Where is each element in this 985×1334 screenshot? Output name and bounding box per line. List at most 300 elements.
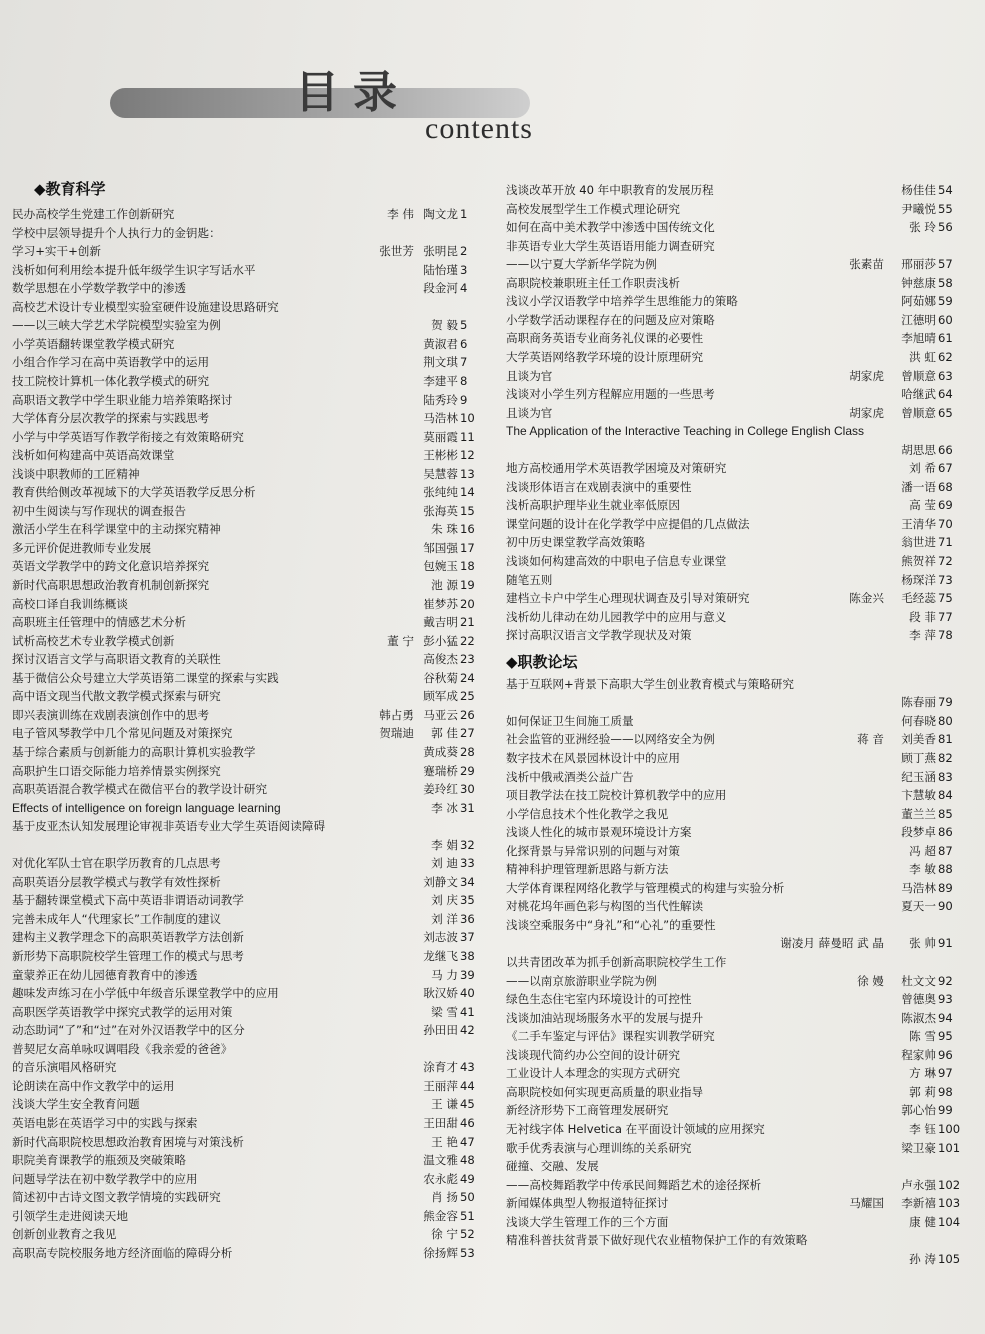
- entry-author: 王田甜: [423, 1115, 458, 1130]
- toc-entry: [12, 1133, 478, 1151]
- entry-page: 84: [938, 788, 953, 803]
- toc-entry: [12, 966, 478, 984]
- entry-author: 龙继飞: [423, 949, 458, 963]
- entry-title: 英语文学教学中的跨文化意识培养探究: [12, 559, 210, 574]
- entry-author: 刘静文: [423, 874, 458, 889]
- entry-author: 曾顺意: [901, 368, 936, 383]
- entry-title: 民办高校学生党建工作创新研究: [12, 207, 175, 221]
- entry-coauthor: 胡家虎: [849, 405, 884, 420]
- entry-author: 毛经蕊: [901, 591, 936, 606]
- toc-entry: [12, 613, 478, 631]
- toc-entry: [506, 200, 956, 218]
- toc-entry: [506, 589, 956, 607]
- entry-page: 90: [938, 899, 953, 914]
- entry-author: 邹国强: [423, 540, 458, 555]
- toc-entry: [12, 632, 478, 650]
- toc-entry: [12, 1151, 478, 1169]
- entry-page: 30: [460, 782, 475, 797]
- entry-coauthor: 徐 嫚: [857, 973, 884, 988]
- entry-page: 102: [938, 1177, 961, 1192]
- entry-page: 63: [938, 368, 953, 383]
- entry-author: 段金河: [423, 281, 458, 296]
- entry-author: 涂育才: [423, 1060, 458, 1075]
- toc-entry: [12, 891, 478, 909]
- entry-author: 哈继武: [901, 387, 936, 402]
- toc-entry: [12, 483, 478, 501]
- entry-title: 无衬线字体 Helvetica 在平面设计领域的应用探究: [506, 1121, 765, 1136]
- page-title: 目录: [295, 67, 411, 118]
- toc-entry: [506, 1250, 961, 1268]
- toc-entry: [12, 595, 478, 613]
- entry-title: 高职语文教学中学生职业能力培养策略探讨: [12, 392, 233, 407]
- entry-title: 多元评价促进教师专业发展: [12, 540, 152, 555]
- entry-page: 39: [460, 967, 475, 982]
- entry-page: 40: [460, 986, 475, 1001]
- entry-author: 江德明: [901, 312, 936, 327]
- entry-title: 浅谈如何构建高效的中职电子信息专业课堂: [506, 554, 727, 568]
- entry-title: 小学信息技术个性化教学之我见: [506, 806, 669, 821]
- entry-page: 60: [938, 312, 953, 327]
- entry-title: 浅析如何构建高中英语高效课堂: [12, 448, 175, 463]
- toc-entry: [506, 953, 956, 971]
- entry-title: 数字技术在风景园林设计中的应用: [506, 750, 680, 765]
- entry-author: 高 莹: [909, 498, 936, 513]
- entry-title: 高职院校兼职班主任工作职责浅析: [506, 275, 680, 290]
- entry-title: 浅谈空乘服务中“身礼”和“心礼”的重要性: [506, 917, 716, 932]
- entry-page: 29: [460, 763, 475, 778]
- entry-page: 57: [938, 257, 953, 272]
- entry-author: 杜文文: [901, 973, 936, 988]
- entry-author: 翁世进: [901, 535, 936, 550]
- entry-author: 李建平: [423, 373, 458, 388]
- entry-coauthor: 董 宁: [387, 633, 414, 648]
- toc-entry: [12, 446, 478, 464]
- entry-title: 浅析如何利用绘本提升低年级学生识字写话水平: [12, 262, 256, 277]
- toc-entry: [506, 1231, 956, 1249]
- entry-title: ——以三峡大学艺术学院模型实验室为例: [12, 318, 221, 333]
- toc-entry: [12, 928, 478, 946]
- entry-author: 冯 超: [909, 843, 936, 858]
- entry-coauthor: 张素苗: [849, 257, 884, 272]
- toc-entry: [12, 298, 478, 316]
- entry-title: The Application of the Interactive Teaching in College English Class: [506, 424, 864, 439]
- toc-entry: [506, 805, 956, 823]
- entry-page: 9: [460, 392, 468, 407]
- toc-entry: [506, 218, 956, 236]
- entry-title: 高职商务英语专业商务礼仪课的必要性: [506, 331, 704, 346]
- toc-entry: [506, 237, 956, 255]
- entry-page: 18: [460, 559, 475, 574]
- entry-page: 45: [460, 1097, 475, 1112]
- entry-author: 张纯纯: [423, 485, 458, 500]
- toc-entry: [506, 1194, 961, 1212]
- entry-title: 动态助词“了”和“过”在对外汉语教学中的区分: [12, 1023, 245, 1038]
- entry-page: 64: [938, 387, 953, 402]
- toc-entry: [12, 409, 478, 427]
- toc-entry: [506, 441, 956, 459]
- entry-author: 朱 珠: [431, 522, 458, 537]
- toc-entry: [506, 693, 956, 711]
- entry-author: 尹曦悦: [901, 201, 936, 216]
- entry-title: 趣味发声练习在小学低中年级音乐课堂教学中的应用: [12, 986, 279, 1001]
- entry-author: 戴吉明: [423, 615, 458, 630]
- entry-page: 66: [938, 442, 953, 457]
- entry-coauthor: 胡家虎: [849, 368, 884, 383]
- entry-title: 高职护生口语交际能力培养情景实例探究: [12, 763, 221, 778]
- toc-entry: [506, 274, 956, 292]
- toc-entry: [12, 1058, 478, 1076]
- entry-page: 55: [938, 201, 953, 216]
- toc-entry: [506, 422, 956, 440]
- toc-entry: [12, 391, 478, 409]
- entry-page: 23: [460, 652, 475, 667]
- entry-title: 小学数学活动课程存在的问题及应对策略: [506, 312, 715, 327]
- entry-page: 96: [938, 1047, 953, 1062]
- toc-entry: [506, 1101, 956, 1119]
- entry-page: 47: [460, 1134, 475, 1149]
- toc-entry: [12, 1114, 478, 1132]
- toc-entry: [506, 1213, 961, 1231]
- entry-page: 27: [460, 726, 475, 741]
- entry-coauthor: 马耀国: [849, 1196, 884, 1211]
- toc-entry: [12, 576, 478, 594]
- entry-page: 13: [460, 466, 475, 481]
- toc-entry: [12, 557, 478, 575]
- toc-entry: [12, 353, 478, 371]
- entry-title: 基于互联网+背景下高职大学生创业教育模式与策略研究: [506, 676, 794, 691]
- entry-title: 高职班主任管理中的情感艺术分析: [12, 615, 186, 630]
- toc-entry: [506, 972, 956, 990]
- entry-page: 87: [938, 843, 953, 858]
- entry-author: 刘 迪: [431, 856, 458, 871]
- entry-author: 吴慧蓉: [423, 466, 458, 481]
- entry-title: 绿色生态住宅室内环境设计的可控性: [506, 992, 692, 1007]
- entry-title: 建档立卡户中学生心理现状调查及引导对策研究: [506, 591, 750, 606]
- entry-title: 歌手优秀表演与心理训练的关系研究: [506, 1140, 692, 1155]
- entry-title: 初中历史课堂教学高效策略: [506, 535, 646, 550]
- entry-title: 电子管风琴教学中几个常见问题及对策探究: [12, 726, 233, 741]
- toc-entry: [12, 799, 478, 817]
- entry-author: 刘志波: [423, 930, 458, 945]
- entry-page: 16: [460, 522, 475, 537]
- entry-author: 顾丁燕: [901, 750, 936, 765]
- entry-author: 马浩林: [901, 880, 936, 895]
- entry-page: 19: [460, 578, 475, 592]
- toc-entry: [506, 404, 956, 422]
- toc-entry: [12, 836, 478, 854]
- entry-page: 88: [938, 862, 953, 877]
- entry-title: 新时代高职院校思想政治教育困境与对策浅析: [12, 1134, 244, 1149]
- entry-title: 创新创业教育之我见: [12, 1227, 117, 1242]
- entry-title: 建构主义教学理念下的高职英语教学方法创新: [12, 930, 244, 945]
- entry-author: 荆文琪: [423, 355, 458, 370]
- entry-page: 33: [460, 856, 475, 871]
- entry-title: 高校口译自我训练概谈: [12, 596, 128, 611]
- entry-page: 4: [460, 281, 468, 296]
- entry-page: 105: [938, 1251, 961, 1266]
- entry-title: 浅谈现代简约办公空间的设计研究: [506, 1047, 680, 1062]
- entry-page: 68: [938, 479, 953, 494]
- entry-page: 104: [938, 1214, 961, 1229]
- toc-entry: [506, 1157, 956, 1175]
- entry-page: 49: [460, 1171, 475, 1186]
- entry-title: 浅谈改革开放 40 年中职教育的发展历程: [506, 183, 714, 197]
- entry-title: 对桃花坞年画色彩与构图的当代性解读: [506, 899, 704, 914]
- entry-title: 小学英语翻转课堂教学模式研究: [12, 336, 175, 351]
- entry-author: 邢丽莎: [901, 257, 936, 272]
- entry-page: 70: [938, 516, 953, 531]
- entry-title: 的音乐演唱风格研究: [12, 1060, 117, 1075]
- entry-page: 36: [460, 911, 475, 926]
- toc-entry: [12, 316, 478, 334]
- entry-author: 王 艳: [431, 1134, 458, 1149]
- toc-entry: [506, 768, 956, 786]
- entry-author: 熊金容: [423, 1208, 458, 1223]
- toc-entry: [506, 348, 956, 366]
- toc-entry: [506, 823, 956, 841]
- entry-title: 且谈为官: [506, 405, 553, 420]
- entry-page: 97: [938, 1066, 953, 1081]
- entry-author: 梁卫豪: [901, 1140, 936, 1155]
- toc-entry: [506, 1120, 961, 1138]
- toc-entry: [506, 1176, 961, 1194]
- entry-title: 引领学生走进阅读天地: [12, 1208, 128, 1223]
- entry-title: 简述初中古诗文图文教学情境的实践研究: [12, 1190, 221, 1205]
- entry-page: 94: [938, 1010, 953, 1025]
- entry-author: 陆怡瑾: [423, 262, 458, 277]
- entry-title: 非英语专业大学生英语语用能力调查研究: [506, 238, 715, 253]
- toc-entry: [12, 1225, 478, 1243]
- entry-page: 92: [938, 973, 953, 988]
- entry-title: 技工院校计算机一体化教学模式的研究: [12, 373, 210, 388]
- toc-entry: [12, 743, 478, 761]
- entry-author: 贺 毅: [431, 318, 458, 333]
- entry-page: 8: [460, 373, 468, 388]
- entry-title: 激活小学生在科学课堂中的主动探究精神: [12, 522, 221, 537]
- entry-page: 82: [938, 750, 953, 765]
- entry-author: 李新禧: [901, 1196, 936, 1211]
- entry-title: 高职院校如何实现更高质量的职业指导: [506, 1084, 704, 1099]
- toc-entry: [506, 571, 956, 589]
- toc-entry: [506, 459, 956, 477]
- entry-page: 50: [460, 1190, 475, 1205]
- entry-title: 探讨高职汉语言文学教学现状及对策: [506, 628, 692, 643]
- entry-title: 浅析中俄戒酒类公益广告: [506, 769, 634, 784]
- entry-title: 学校中层领导提升个人执行力的金钥匙：: [12, 225, 221, 240]
- entry-title: ——高校舞蹈教学中传承民间舞蹈艺术的途径探析: [506, 1177, 762, 1192]
- entry-author: 温文雅: [423, 1153, 458, 1168]
- entry-page: 44: [460, 1078, 475, 1093]
- toc-entry: [506, 897, 956, 915]
- entry-page: 83: [938, 769, 953, 784]
- entry-author: 董兰兰: [901, 806, 936, 821]
- toc-entry: [12, 762, 478, 780]
- entry-coauthor: 谢凌月 薛曼昭 武 晶: [780, 936, 884, 951]
- toc-entry: [12, 910, 478, 928]
- toc-entry: [12, 724, 478, 742]
- entry-page: 61: [938, 331, 953, 346]
- entry-title: 随笔五则: [506, 572, 553, 587]
- toc-entry: [506, 1009, 956, 1027]
- entry-author: 耿汉娇: [423, 986, 458, 1001]
- entry-page: 26: [460, 707, 475, 722]
- entry-title: 碰撞、交融、发展: [506, 1159, 599, 1174]
- toc-entry: [506, 842, 956, 860]
- entry-title: 基于微信公众号建立大学英语第二课堂的探索与实践: [12, 670, 279, 685]
- entry-page: 46: [460, 1115, 475, 1130]
- section-heading-vocational: ◆职教论坛: [506, 652, 578, 671]
- entry-title: 试析高校艺术专业教学模式创新: [12, 633, 175, 648]
- entry-title: 精准科普扶贫背景下做好现代农业植物保护工作的有效策略: [506, 1233, 808, 1248]
- entry-title: 对优化军队士官在职学历教育的几点思考: [12, 856, 221, 871]
- entry-page: 75: [938, 591, 953, 606]
- toc-entry: [506, 990, 956, 1008]
- toc-entry: [12, 205, 478, 223]
- toc-entry: [506, 478, 956, 496]
- entry-author: 梁 雪: [431, 1004, 458, 1019]
- toc-entry: [506, 329, 956, 347]
- entry-title: 论朗读在高中作文教学中的运用: [12, 1078, 175, 1093]
- entry-page: 79: [938, 695, 953, 710]
- toc-entry: [506, 385, 956, 403]
- entry-author: 张明昆: [423, 244, 458, 259]
- entry-author: 徐 宁: [431, 1227, 458, 1242]
- entry-page: 42: [460, 1023, 475, 1038]
- entry-author: 王 谦: [431, 1097, 458, 1112]
- entry-title: 高校艺术设计专业模型实验室硬件设施建设思路研究: [12, 299, 279, 314]
- toc-entry: [12, 520, 478, 538]
- entry-title: 浅析幼儿律动在幼儿园教学中的应用与意义: [506, 609, 727, 624]
- entry-page: 58: [938, 275, 953, 290]
- toc-entry: [506, 712, 956, 730]
- entry-page: 43: [460, 1060, 475, 1075]
- toc-entry: [506, 311, 956, 329]
- entry-page: 91: [938, 936, 953, 951]
- entry-author: 姜玲红: [423, 782, 458, 797]
- entry-title: 浅谈形体语言在戏剧表演中的重要性: [506, 479, 692, 494]
- entry-page: 99: [938, 1103, 953, 1118]
- toc-entry: [506, 934, 956, 952]
- toc-entry: [12, 1207, 478, 1225]
- entry-author: 肖 扬: [431, 1190, 458, 1205]
- entry-title: 大学英语网络教学环境的设计原理研究: [506, 349, 704, 364]
- entry-author: 李 萍: [909, 628, 936, 643]
- entry-coauthor: 张世芳: [379, 244, 414, 259]
- entry-title: 浅谈大学生安全教育问题: [12, 1097, 140, 1112]
- entry-author: 李旭晴: [901, 331, 936, 346]
- entry-title: 工业设计人本理念的实现方式研究: [506, 1066, 680, 1081]
- toc-entry: [12, 1021, 478, 1039]
- entry-title: 高职英语分层教学模式与教学有效性探析: [12, 874, 221, 889]
- entry-author: 谷秋菊: [423, 670, 458, 685]
- entry-author: 王清华: [901, 516, 936, 531]
- toc-entry: [506, 1083, 956, 1101]
- entry-title: 浅析高职护理毕业生就业率低原因: [506, 498, 680, 513]
- entry-page: 89: [938, 880, 953, 895]
- entry-author: 钟慈康: [901, 275, 936, 290]
- toc-entry: [12, 539, 478, 557]
- entry-page: 93: [938, 992, 953, 1007]
- toc-entry: [12, 1003, 478, 1021]
- entry-author: 胡思思: [901, 442, 936, 457]
- toc-entry: [506, 255, 956, 273]
- entry-author: 陆秀玲: [423, 392, 458, 407]
- entry-page: 67: [938, 461, 953, 476]
- toc-entry: [12, 242, 478, 260]
- entry-page: 2: [460, 244, 468, 259]
- entry-page: 25: [460, 689, 475, 704]
- entry-page: 17: [460, 540, 475, 555]
- entry-title: 课堂问题的设计在化学教学中应提倡的几点做法: [506, 516, 750, 531]
- entry-author: 马 力: [431, 967, 458, 982]
- entry-title: ——以南京旅游职业学院为例: [506, 973, 657, 988]
- entry-title: 如何在高中美术教学中渗透中国传统文化: [506, 220, 715, 235]
- entry-coauthor: 蒋 音: [857, 732, 884, 747]
- entry-page: 28: [460, 744, 475, 759]
- entry-author: 包婉玉: [423, 559, 458, 574]
- toc-entry: [12, 335, 478, 353]
- entry-page: 100: [938, 1121, 961, 1136]
- entry-page: 56: [938, 220, 953, 235]
- entry-page: 101: [938, 1140, 961, 1155]
- toc-entry: [12, 261, 478, 279]
- toc-entry: [12, 1095, 478, 1113]
- entry-author: 刘美香: [901, 732, 936, 747]
- toc-entry: [12, 687, 478, 705]
- entry-coauthor: 韩占勇: [379, 707, 414, 722]
- toc-entry: [506, 552, 956, 570]
- toc-entry: [12, 873, 478, 891]
- entry-author: 曾德奥: [901, 992, 936, 1007]
- entry-page: 51: [460, 1208, 475, 1223]
- section-heading-education: ◆教育科学: [34, 180, 106, 198]
- entry-page: 48: [460, 1153, 475, 1168]
- entry-title: Effects of intelligence on foreign language learning: [12, 800, 281, 815]
- toc-entry: [12, 372, 478, 390]
- entry-author: 阿茹娜: [901, 294, 936, 309]
- entry-title: 浅议小学汉语教学中培养学生思维能力的策略: [506, 294, 738, 309]
- entry-page: 35: [460, 893, 475, 908]
- entry-page: 6: [460, 336, 468, 351]
- toc-entry: [12, 854, 478, 872]
- entry-title: 小组合作学习在高中英语教学中的运用: [12, 355, 210, 370]
- entry-author: 莫丽霞: [423, 429, 458, 444]
- entry-author: 潘一语: [901, 479, 936, 494]
- entry-page: 41: [460, 1004, 475, 1019]
- entry-page: 71: [938, 535, 953, 550]
- toc-entry: [12, 706, 478, 724]
- entry-title: 新闻媒体典型人物报道特征探讨: [506, 1196, 669, 1211]
- toc-entry: [12, 947, 478, 965]
- entry-title: 小学与中学英语写作教学衔接之有效策略研究: [12, 429, 244, 444]
- entry-page: 53: [460, 1245, 475, 1260]
- toc-entry: [12, 1077, 478, 1095]
- entry-title: 基于综合素质与创新能力的高职计算机实验教学: [12, 744, 256, 759]
- entry-author: 洪 虹: [909, 349, 936, 364]
- entry-title: 高职医学英语教学中探究式教学的运用对策: [12, 1004, 233, 1019]
- entry-author: 段梦卓: [901, 825, 936, 840]
- toc-entry: [506, 496, 956, 514]
- entry-title: ——以宁夏大学新华学院为例: [506, 257, 657, 272]
- entry-author: 陈春丽: [901, 695, 936, 710]
- entry-page: 80: [938, 713, 953, 728]
- entry-page: 52: [460, 1227, 475, 1242]
- entry-author: 康 健: [909, 1214, 936, 1229]
- entry-title: 化探背景与异常识别的问题与对策: [506, 843, 680, 858]
- entry-title: 初中生阅读与写作现状的调查报告: [12, 503, 186, 518]
- entry-page: 103: [938, 1196, 961, 1211]
- entry-author: 马浩林: [423, 411, 458, 426]
